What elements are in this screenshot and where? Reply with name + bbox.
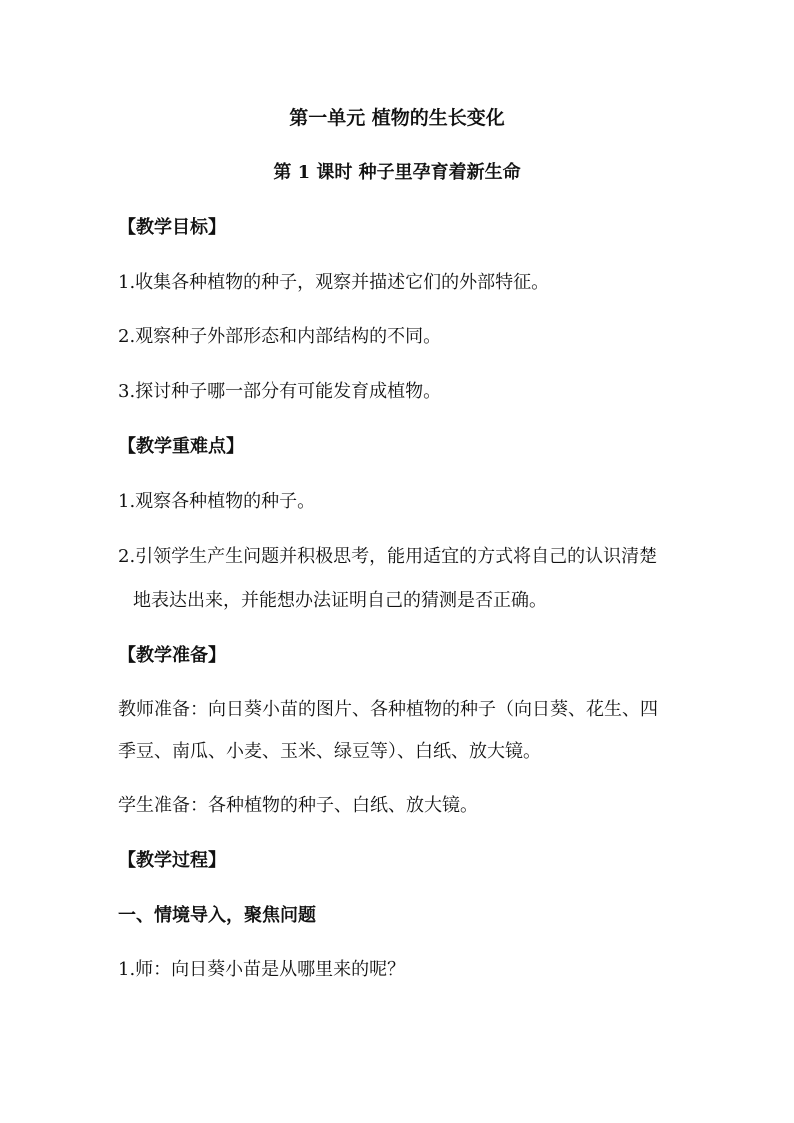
objective-item-2: 2.观察种子外部形态和内部结构的不同。 bbox=[118, 326, 442, 347]
objective-item-3: 3.探讨种子哪一部分有可能发育成植物。 bbox=[118, 381, 442, 402]
key-point-item-1: 1.观察各种植物的种子。 bbox=[118, 491, 316, 512]
unit-title: 第一单元 植物的生长变化 bbox=[289, 107, 505, 129]
process-heading: 【教学过程】 bbox=[118, 850, 226, 871]
student-preparation: 学生准备：各种植物的种子、白纸、放大镜。 bbox=[118, 795, 478, 816]
key-point-item-2-continued: 地表达出来，并能想办法证明自己的猜测是否正确。 bbox=[133, 590, 547, 611]
lesson-title: 第 1 课时 种子里孕育着新生命 bbox=[273, 162, 521, 183]
process-part-1-title: 一、情境导入，聚焦问题 bbox=[118, 905, 316, 926]
key-point-item-2: 2.引领学生产生问题并积极思考，能用适宜的方式将自己的认识清楚 bbox=[118, 546, 658, 567]
key-points-heading: 【教学重难点】 bbox=[118, 436, 244, 457]
teacher-preparation-line-2: 季豆、南瓜、小麦、玉米、绿豆等）、白纸、放大镜。 bbox=[118, 741, 541, 762]
process-item-1: 1.师：向日葵小苗是从哪里来的呢？ bbox=[118, 959, 406, 980]
teacher-preparation-line-1: 教师准备：向日葵小苗的图片、各种植物的种子（向日葵、花生、四 bbox=[118, 699, 658, 720]
preparation-heading: 【教学准备】 bbox=[118, 645, 226, 666]
objectives-heading: 【教学目标】 bbox=[118, 217, 226, 238]
objective-item-1: 1.收集各种植物的种子，观察并描述它们的外部特征。 bbox=[118, 272, 550, 293]
